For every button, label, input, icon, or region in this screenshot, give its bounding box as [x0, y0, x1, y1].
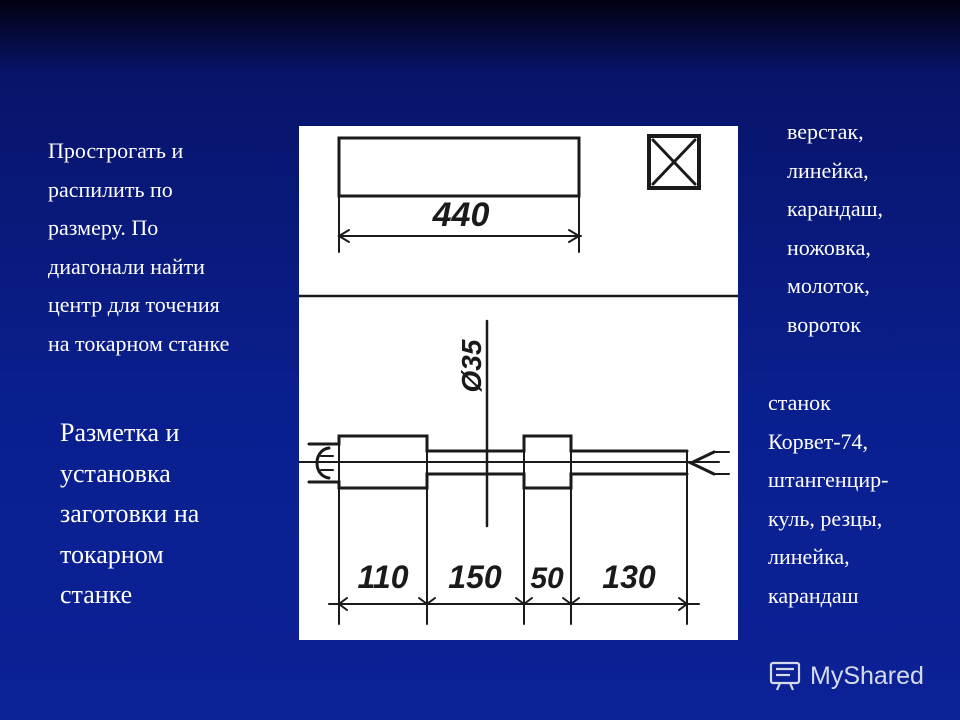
- step-1-line: центр для точения: [48, 292, 220, 317]
- drawing-svg: [299, 126, 738, 640]
- step-1-line: Прострогать и: [48, 138, 184, 163]
- logo-text: MyShared: [810, 661, 924, 690]
- tool-item: карандаш,: [787, 196, 884, 221]
- shaft-outline: [309, 474, 687, 488]
- segment-label: 130: [602, 559, 656, 595]
- segment-label: 110: [357, 559, 409, 595]
- step-2-line: заготовки на: [60, 499, 200, 528]
- step-2-line: токарном: [60, 539, 164, 569]
- diameter-label: Ø35: [456, 339, 487, 393]
- tool-item: молоток,: [787, 273, 870, 298]
- tool-item: линейка,: [768, 544, 850, 569]
- shaft-outline: [309, 436, 687, 451]
- segment-label: 50: [530, 562, 564, 595]
- step-1-line: распилить по: [48, 176, 173, 202]
- step-1-line: размеру. По: [48, 215, 159, 240]
- step-2-line: Разметка и: [60, 418, 180, 447]
- tools-list-1: [787, 113, 957, 344]
- step-2-line: станке: [60, 580, 133, 609]
- tool-item: станок: [768, 390, 831, 415]
- myshared-logo[interactable]: [768, 656, 924, 696]
- tool-item: верстак,: [787, 119, 864, 144]
- tool-item: вороток: [787, 311, 861, 337]
- tool-item: карандаш: [768, 582, 859, 608]
- step-1-line: на токарном станке: [48, 330, 230, 356]
- tool-item: куль, резцы,: [768, 505, 883, 531]
- tool-item: линейка,: [787, 157, 869, 183]
- length-label: 440: [432, 196, 490, 234]
- myshared-logo-icon: [768, 659, 802, 693]
- board-outline: [339, 138, 579, 196]
- step-2-line: установка: [60, 458, 171, 488]
- tool-item: ножовка,: [787, 234, 871, 260]
- step-1-text: [48, 132, 308, 363]
- step-2-text: [60, 413, 290, 616]
- tool-item: штангенцир-: [768, 467, 889, 492]
- technical-drawing: [299, 126, 738, 640]
- segment-label: 150: [448, 559, 502, 595]
- tool-item: Корвет-74,: [768, 428, 869, 454]
- tools-list-2: [768, 384, 958, 615]
- step-1-line: диагонали найти: [48, 253, 205, 279]
